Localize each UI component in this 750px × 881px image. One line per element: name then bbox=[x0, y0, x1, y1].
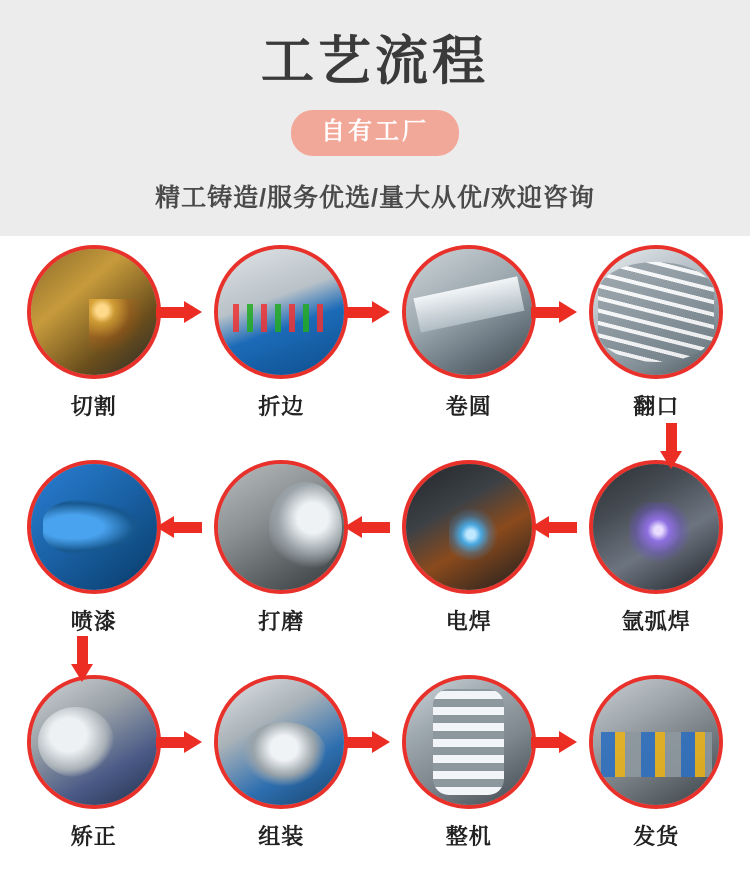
flow-step-5[interactable] bbox=[0, 451, 188, 636]
flow-step-5-image bbox=[27, 460, 161, 594]
arrow-down-icon-5-9 bbox=[72, 636, 94, 682]
flow-step-1[interactable] bbox=[0, 236, 188, 421]
flow-step-1-image bbox=[27, 245, 161, 379]
arrow-right-icon-10-11 bbox=[344, 732, 390, 752]
flow-step-10-image bbox=[214, 675, 348, 809]
flow-step-9-image bbox=[27, 675, 161, 809]
flow-row-3 bbox=[0, 666, 750, 881]
arrow-right-icon-3-4 bbox=[531, 302, 577, 322]
photo-painting bbox=[31, 464, 157, 590]
status-badge: 自有工厂 bbox=[291, 110, 459, 156]
arrow-right-icon-9-10 bbox=[156, 732, 202, 752]
flow-step-3-label: 卷圆 bbox=[445, 394, 492, 419]
photo-grinding bbox=[218, 464, 344, 590]
page-title: 工艺流程 bbox=[261, 32, 489, 91]
photo-arc-welding bbox=[406, 464, 532, 590]
flow-step-11-image bbox=[402, 675, 536, 809]
flow-step-2[interactable] bbox=[188, 236, 376, 421]
arrow-down-icon-4-8 bbox=[661, 423, 683, 469]
photo-complete-machine bbox=[406, 679, 532, 805]
arrow-left-icon-7-6 bbox=[344, 517, 390, 537]
flow-step-11-label: 整机 bbox=[445, 824, 492, 849]
flow-step-6[interactable] bbox=[188, 451, 376, 636]
flow-step-7-image bbox=[402, 460, 536, 594]
flow-step-5-label: 喷漆 bbox=[70, 609, 117, 634]
photo-cutting bbox=[31, 249, 157, 375]
flow-step-2-image bbox=[214, 245, 348, 379]
flow-step-6-label: 打磨 bbox=[258, 609, 305, 634]
flow-row-2 bbox=[0, 451, 750, 666]
flow-step-10[interactable] bbox=[188, 666, 376, 851]
flow-step-1-label: 切割 bbox=[70, 394, 117, 419]
header-subtitle: 精工铸造/服务优选/量大从优/欢迎咨询 bbox=[155, 184, 595, 212]
arrow-left-icon-6-5 bbox=[156, 517, 202, 537]
photo-flanging bbox=[593, 249, 719, 375]
photo-rolling bbox=[406, 249, 532, 375]
header-banner bbox=[0, 0, 750, 236]
arrow-right-icon-11-12 bbox=[531, 732, 577, 752]
flow-step-10-label: 组装 bbox=[258, 824, 305, 849]
flow-step-12[interactable] bbox=[563, 666, 750, 851]
flow-step-4[interactable] bbox=[563, 236, 750, 421]
flow-step-3[interactable] bbox=[375, 236, 563, 421]
flow-step-3-image bbox=[402, 245, 536, 379]
flow-row-1 bbox=[0, 236, 750, 451]
arrow-right-icon-2-3 bbox=[344, 302, 390, 322]
photo-edge-folding bbox=[218, 249, 344, 375]
flow-step-9[interactable] bbox=[0, 666, 188, 851]
photo-assembly bbox=[218, 679, 344, 805]
arrow-right-icon-1-2 bbox=[156, 302, 202, 322]
flow-step-11[interactable] bbox=[375, 666, 563, 851]
flow-step-8[interactable] bbox=[563, 451, 750, 636]
flow-step-6-image bbox=[214, 460, 348, 594]
flow-step-8-label: 氩弧焊 bbox=[621, 609, 691, 634]
flow-step-9-label: 矫正 bbox=[70, 824, 117, 849]
flow-step-2-label: 折边 bbox=[258, 394, 305, 419]
photo-straightening bbox=[31, 679, 157, 805]
photo-tig-welding bbox=[593, 464, 719, 590]
flow-step-4-label: 翻口 bbox=[633, 394, 680, 419]
arrow-left-icon-8-7 bbox=[531, 517, 577, 537]
flow-step-4-image bbox=[589, 245, 723, 379]
flow-step-7-label: 电焊 bbox=[445, 609, 492, 634]
process-flow-diagram bbox=[0, 236, 750, 881]
photo-shipping bbox=[593, 679, 719, 805]
flow-step-7[interactable] bbox=[375, 451, 563, 636]
flow-step-12-label: 发货 bbox=[633, 824, 680, 849]
flow-step-12-image bbox=[589, 675, 723, 809]
flow-step-8-image bbox=[589, 460, 723, 594]
